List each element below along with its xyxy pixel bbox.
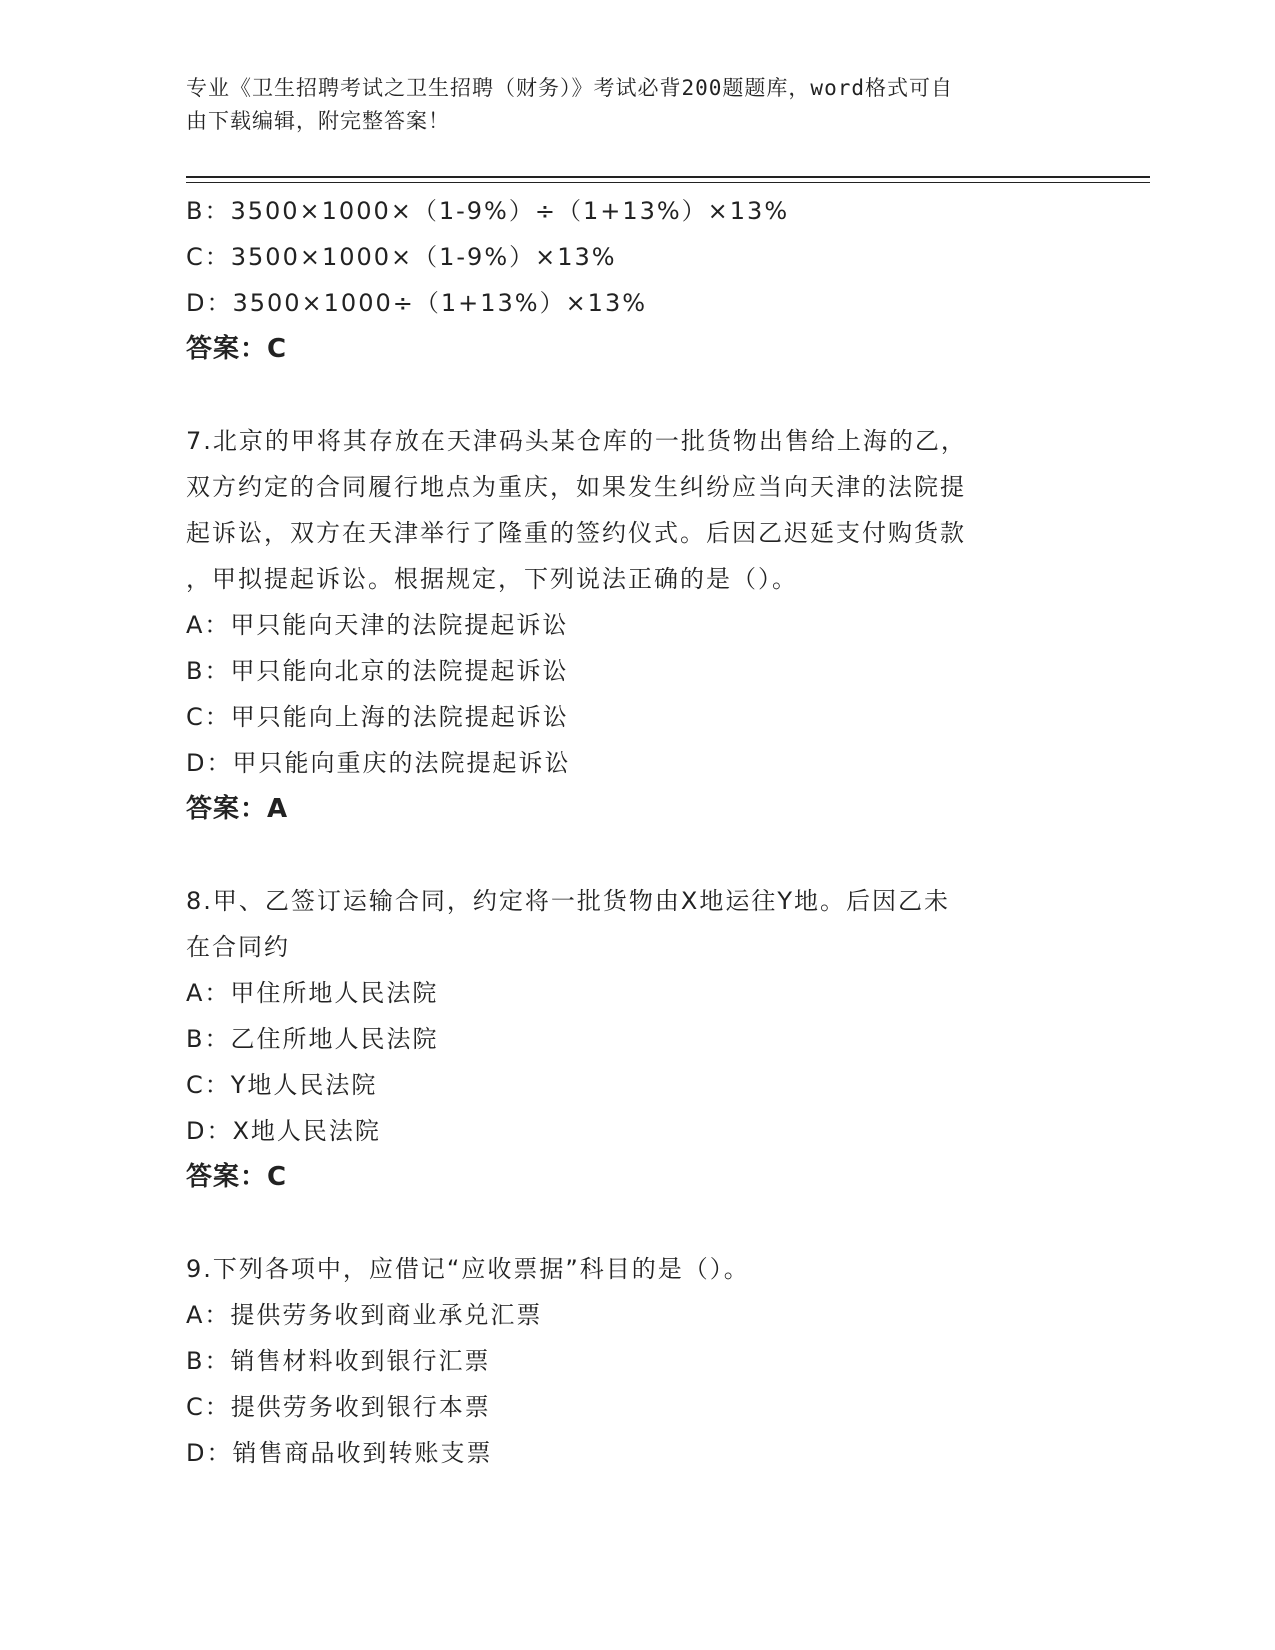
option-c: C：提供劳务收到银行本票 — [186, 1393, 491, 1421]
question-stem-line: 双方约定的合同履行地点为重庆，如果发生纠纷应当向天津的法院提 — [186, 473, 966, 501]
option-d: D：X地人民法院 — [186, 1117, 381, 1145]
question-7 — [186, 418, 1086, 832]
option-b: B：3500×1000×（1-9%）÷（1+13%）×13% — [186, 197, 790, 225]
header-line-2: 由下载编辑，附完整答案！ — [186, 109, 450, 133]
question-stem-line: 8.甲、乙签订运输合同，约定将一批货物由X地运往Y地。后因乙未 — [186, 887, 950, 915]
answer-label: 答案：A — [186, 794, 289, 824]
header-divider-thin — [186, 182, 1150, 183]
question-stem-line: 在合同约 — [186, 933, 290, 961]
option-d: D：销售商品收到转账支票 — [186, 1439, 493, 1467]
question-8 — [186, 878, 1086, 1200]
document-body — [186, 188, 1086, 1476]
answer-label: 答案：C — [186, 1162, 288, 1192]
option-d: D：甲只能向重庆的法院提起诉讼 — [186, 749, 571, 777]
option-c: C：Y地人民法院 — [186, 1071, 378, 1099]
option-c: C：甲只能向上海的法院提起诉讼 — [186, 703, 569, 731]
option-c: C：3500×1000×（1-9%）×13% — [186, 243, 617, 271]
option-a: A：甲住所地人民法院 — [186, 979, 439, 1007]
question-6-continued — [186, 188, 1086, 372]
question-9 — [186, 1246, 1086, 1476]
question-stem-line: 起诉讼，双方在天津举行了隆重的签约仪式。后因乙迟延支付购货款 — [186, 519, 966, 547]
document-header — [186, 72, 1086, 138]
option-b: B：销售材料收到银行汇票 — [186, 1347, 491, 1375]
option-a: A：甲只能向天津的法院提起诉讼 — [186, 611, 569, 639]
option-b: B：乙住所地人民法院 — [186, 1025, 439, 1053]
spacer — [186, 372, 1086, 418]
header-divider-thick — [186, 176, 1150, 178]
option-a: A：提供劳务收到商业承兑汇票 — [186, 1301, 543, 1329]
option-b: B：甲只能向北京的法院提起诉讼 — [186, 657, 569, 685]
answer-label: 答案：C — [186, 334, 288, 364]
option-d: D：3500×1000÷（1+13%）×13% — [186, 289, 648, 317]
question-stem-line: 9.下列各项中，应借记“应收票据”科目的是（）。 — [186, 1255, 750, 1283]
question-stem-line: 7.北京的甲将其存放在天津码头某仓库的一批货物出售给上海的乙， — [186, 427, 967, 455]
spacer — [186, 1200, 1086, 1246]
question-stem-line: ，甲拟提起诉讼。根据规定，下列说法正确的是（）。 — [186, 565, 798, 593]
header-line-1: 专业《卫生招聘考试之卫生招聘（财务）》考试必背200题题库，word格式可自 — [186, 76, 953, 100]
spacer — [186, 832, 1086, 878]
